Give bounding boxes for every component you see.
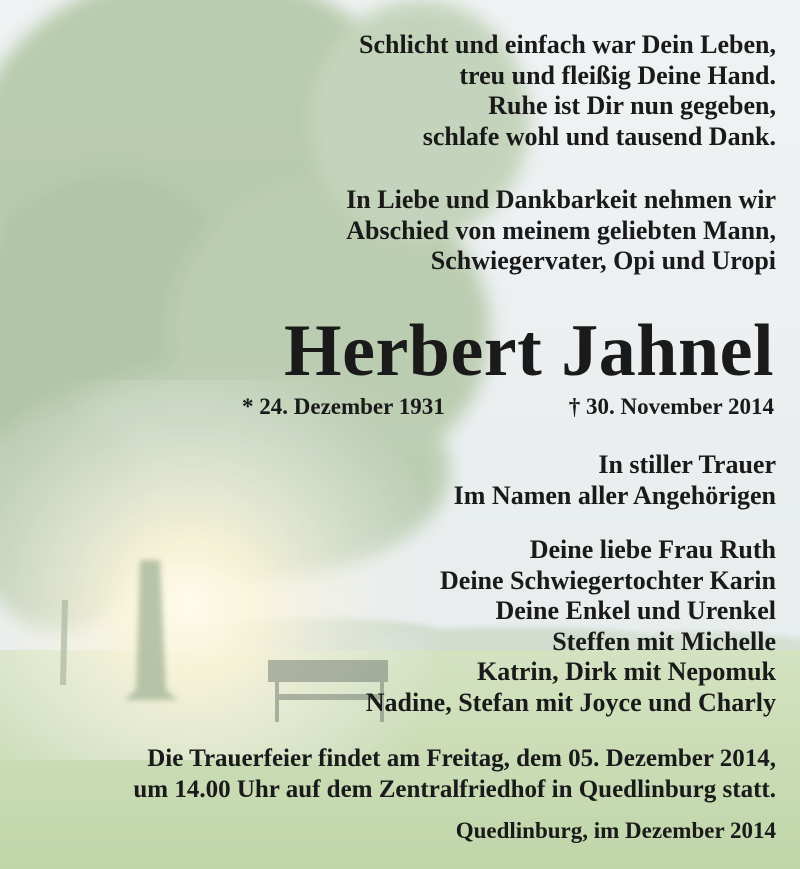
birth-date: * 24. Dezember 1931 xyxy=(242,394,445,419)
mourning-line: Im Namen aller Angehörigen xyxy=(453,480,776,510)
ceremony-line: um 14.00 Uhr auf dem Zentralfriedhof in Quedlinburg statt. xyxy=(133,776,776,803)
family-line: Steffen mit Michelle xyxy=(552,626,776,656)
poem-line: treu und fleißig Deine Hand. xyxy=(459,60,776,90)
funeral-ceremony-info xyxy=(14,743,776,805)
mourning-line: In stiller Trauer xyxy=(598,450,776,479)
poem-line: Schlicht und einfach war Dein Leben, xyxy=(358,30,776,59)
ceremony-line: Die Trauerfeier findet am Freitag, dem 05. Dezember 2014, xyxy=(147,745,776,772)
mourning-block xyxy=(454,450,776,511)
intro-line: Schwiegervater, Opi und Uropi xyxy=(430,246,776,275)
poem xyxy=(359,30,776,152)
family-line: Deine liebe Frau Ruth xyxy=(529,535,776,564)
poem-line: Ruhe ist Dir nun gegeben, xyxy=(488,91,776,120)
family-line: Deine Schwiegertochter Karin xyxy=(440,565,776,595)
deceased-name: Herbert Jahnel xyxy=(284,310,774,392)
poem-line: schlafe wohl und tausend Dank. xyxy=(422,121,776,151)
family-line: Nadine, Stefan mit Joyce und Charly xyxy=(365,687,776,717)
death-date: † 30. November 2014 xyxy=(568,394,774,419)
place-date: Quedlinburg, im Dezember 2014 xyxy=(455,818,776,843)
farewell-intro xyxy=(346,185,776,277)
intro-line: Abschied von meinem geliebten Mann, xyxy=(346,215,776,245)
family-list xyxy=(366,535,776,718)
family-line: Katrin, Dirk mit Nepomuk xyxy=(477,657,776,686)
family-line: Deine Enkel und Urenkel xyxy=(495,596,776,625)
intro-line: In Liebe und Dankbarkeit nehmen wir xyxy=(346,185,776,214)
